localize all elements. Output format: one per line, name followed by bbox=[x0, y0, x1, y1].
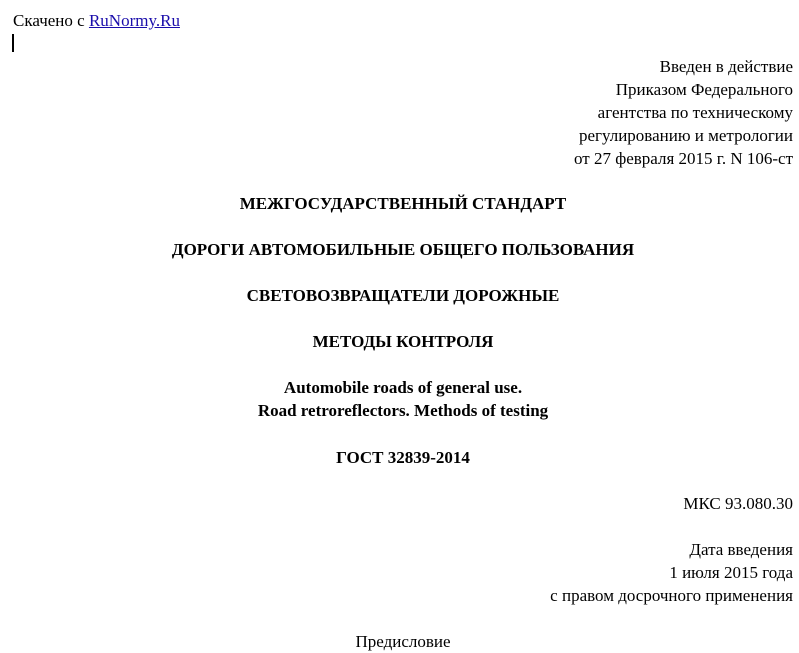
intro-line: Дата введения bbox=[689, 540, 793, 559]
runormy-link[interactable]: RuNormy.Ru bbox=[88, 11, 180, 30]
approval-line: от 27 февраля 2015 г. N 106-ст bbox=[573, 149, 793, 168]
approval-line: агентства по техническому bbox=[597, 103, 793, 122]
english-title-line-1: Automobile roads of general use. bbox=[283, 378, 523, 397]
source-line bbox=[13, 9, 180, 32]
gost-code: ГОСТ 32839-2014 bbox=[336, 448, 470, 467]
mks-code: МКС 93.080.30 bbox=[683, 494, 793, 513]
intro-date-block bbox=[550, 538, 793, 607]
approval-block bbox=[574, 55, 793, 170]
approval-line: Введен в действие bbox=[659, 57, 793, 76]
english-title-line-2: Road retroreflectors. Methods of testing bbox=[257, 401, 549, 420]
source-prefix: Скачено с bbox=[13, 11, 89, 30]
title-line-3: МЕТОДЫ КОНТРОЛЯ bbox=[312, 332, 494, 351]
foreword-heading: Предисловие bbox=[355, 632, 451, 651]
title-line-2: СВЕТОВОЗВРАЩАТЕЛИ ДОРОЖНЫЕ bbox=[246, 286, 560, 305]
intro-line: с правом досрочного применения bbox=[550, 586, 793, 605]
text-cursor bbox=[12, 34, 14, 52]
approval-line: регулированию и метрологии bbox=[578, 126, 793, 145]
standard-type-heading: МЕЖГОСУДАРСТВЕННЫЙ СТАНДАРТ bbox=[239, 194, 567, 213]
approval-line: Приказом Федерального bbox=[615, 80, 793, 99]
title-line-1: ДОРОГИ АВТОМОБИЛЬНЫЕ ОБЩЕГО ПОЛЬЗОВАНИЯ bbox=[171, 240, 635, 259]
intro-line: 1 июля 2015 года bbox=[669, 563, 793, 582]
